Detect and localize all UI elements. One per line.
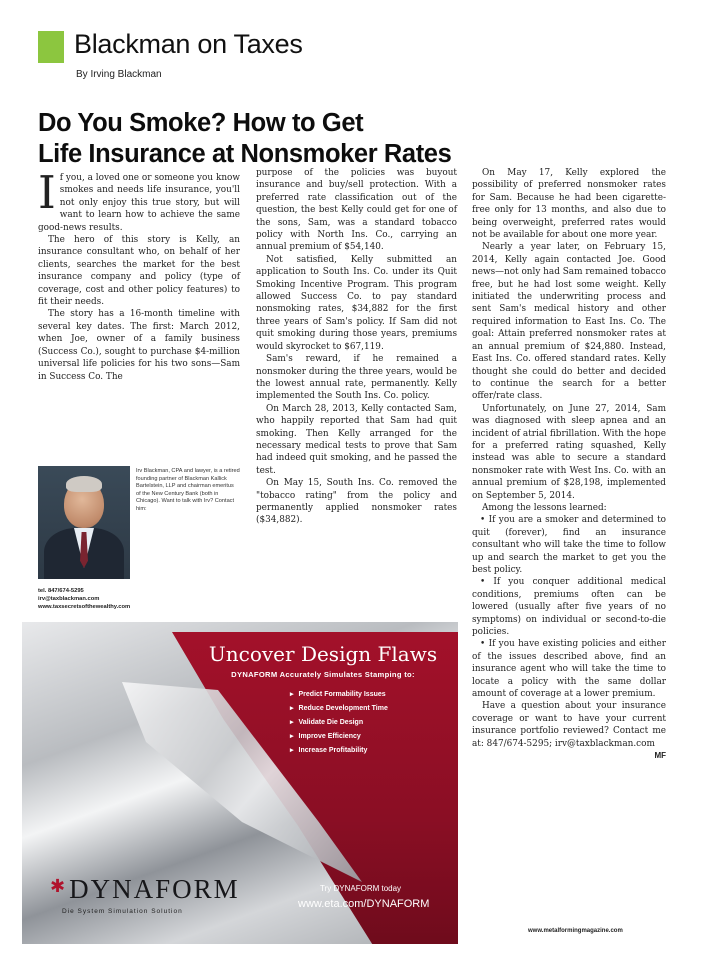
- end-mark: MF: [654, 751, 666, 761]
- article-column-2: [256, 167, 457, 527]
- paragraph: The hero of this story is Kelly, an insurance consultant who, on behalf of her clients, searches the market for the best insurance company and policy (type of coverage, cost and other policy features) to fit their needs.: [38, 235, 240, 308]
- article-column-1: [38, 166, 240, 383]
- ad-bullet: ▸ Validate Die Design: [290, 716, 388, 730]
- author-photo: [38, 466, 130, 579]
- paragraph-text: f you, a loved one or someone you know smokes and needs life insurance, you'll not only enjoy this true story, but will want to learn how to achieve the same good-news results.: [38, 173, 240, 233]
- bullet-item: • If you have existing policies and either of the issues described above, find an insurance agent who will take the time to locate a policy with the same dollar amount of coverage at a lower premium.: [472, 639, 666, 700]
- headline-line-1: Do You Smoke? How to Get: [38, 109, 364, 137]
- column-accent-bar: [38, 31, 64, 63]
- dynaform-logo: [50, 874, 240, 905]
- ad-bullet: ▸ Improve Efficiency: [290, 730, 388, 744]
- article-column-3: [472, 167, 666, 763]
- ad-url-link[interactable]: www.eta.com/DYNAFORM: [298, 898, 430, 910]
- ad-subhead: DYNAFORM Accurately Simulates Stamping to:: [231, 670, 415, 679]
- paragraph: Not satisfied, Kelly submitted an application to South Ins. Co. under its Quit Smoking Incentive Program. This program allowed Success Co. to pay standard nonsmoking rates, $34,882 for the first three years of Sam's policy. If Sam did not quit smoking during those years, premiums would skyrocket to $67,119.: [256, 254, 457, 352]
- footer-url[interactable]: www.metalformingmagazine.com: [528, 928, 623, 934]
- paragraph: On March 28, 2013, Kelly contacted Sam, who happily reported that Sam had quit smoking. Then Kelly arranged for the necessary medical tests to prove that Sam had indeed quit smoking, and he passed the test.: [256, 403, 457, 476]
- author-phone: tel. 847/674-5295: [38, 588, 84, 594]
- ad-bullet: ▸ Increase Profitability: [290, 744, 388, 758]
- paragraph: On May 17, Kelly explored the possibility of preferred nonsmoker rates for Sam. Because he had been cigarette-free only for 13 months, and also due to being overweight, preferred rates would not be available for about one more year.: [472, 168, 666, 241]
- closing-paragraph: Have a question about your insurance coverage or want to have your current insurance portfolio reviewed? Contact me at: 847/674-5295; irv@taxblackman.com: [472, 701, 666, 749]
- author-contact: [38, 587, 130, 611]
- article-headline: [38, 108, 678, 170]
- headline-line-2: Life Insurance at Nonsmoker Rates: [38, 140, 452, 168]
- paragraph: Among the lessons learned:: [482, 502, 607, 513]
- ad-headline: Uncover Design Flaws: [208, 642, 438, 666]
- drop-cap: I: [38, 166, 56, 219]
- author-email[interactable]: irv@taxblackman.com: [38, 596, 100, 602]
- ad-tagline: Die System Simulation Solution: [62, 908, 183, 915]
- bullet-item: • If you are a smoker and determined to quit (forever), find an insurance consultant who will take the time to follow up and search the market to get you the best policy.: [472, 515, 666, 575]
- paragraph: [472, 700, 666, 761]
- paragraph: purpose of the policies was buyout insurance and buy/sell protection. With a preferred rate classification out of the question, the best Kelly could get for one of the sons, Sam, was a standard tobacco policy with North Ins. Co., carrying an annual premium of $54,140.: [256, 168, 457, 253]
- author-website[interactable]: www.taxsecretsofthewealthy.com: [38, 604, 131, 610]
- paragraph: On May 15, South Ins. Co. removed the "tobacco rating" from the policy and permanently applied nonsmoker rates ($34,882).: [256, 478, 457, 526]
- ad-bullet-list: [290, 688, 388, 758]
- author-bio: Irv Blackman, CPA and lawyer, is a retired founding partner of Blackman Kallick Bartelstein, LLP and chairman emeritus of the New Century Bank (both in Chicago). Want to talk with Irv? Contact him:: [136, 468, 240, 512]
- bullet-item: • If you conquer additional medical conditions, premiums often can be lowered (usually after five years of no symptoms) on individual or second-to-die policies.: [472, 577, 666, 638]
- ad-bullet: ▸ Predict Formability Issues: [290, 688, 388, 702]
- byline: By Irving Blackman: [76, 69, 162, 80]
- author-box: [38, 466, 240, 584]
- paragraph: [38, 166, 240, 234]
- logo-text: DYNAFORM: [69, 874, 240, 904]
- paragraph: Sam's reward, if he remained a nonsmoker during the three years, would be the lowest annual rate, permanently. Kelly implemented the South Ins. Co. policy.: [256, 354, 457, 402]
- paragraph: The story has a 16-month timeline with several key dates. The first: March 2012, when Joe, owner of a family business (Success Co.), sought to purchase $4-million universal life policies for his two sons—Sam in Success Co. The: [38, 309, 240, 382]
- dynaform-advertisement[interactable]: [22, 622, 458, 944]
- ad-bullet: ▸ Reduce Development Time: [290, 702, 388, 716]
- paragraph: Unfortunately, on June 27, 2014, Sam was diagnosed with sleep apnea and an incident of atrial fibrillation. With the hope for a preferred rating squashed, Kelly instead was able to secure a standard nonsmoker rate with West Ins. Co. with an annual premium of $28,198, implemented on September 5, 2014.: [472, 403, 666, 501]
- paragraph: Nearly a year later, on February 15, 2014, Kelly again contacted Joe. Good news—not only had Sam remained tobacco free, but he had lost some weight. Kelly initiated the underwriting process and sent Sam's medical history and other required information to East Ins. Co. The goal: Attain preferred nonsmoker rates at an annual premium of $24,880. Instead, East Ins. Co. offered standard rates. Kelly thought she could do better and decided to continue the search for a better offer/rate class.: [472, 242, 666, 402]
- column-title: Blackman on Taxes: [74, 29, 303, 59]
- logo-star-icon: ✱: [50, 876, 68, 896]
- ad-brand-line: Try DYNAFORM today: [320, 884, 402, 893]
